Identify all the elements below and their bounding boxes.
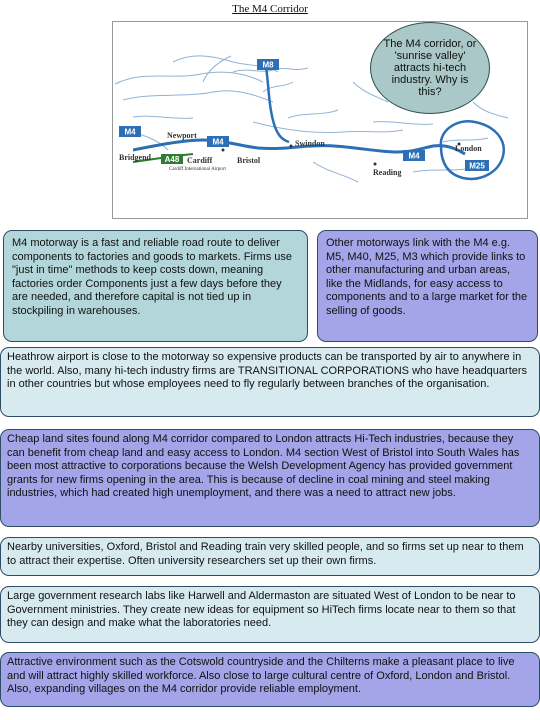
cheap-land-paragraph: Cheap land sites found along M4 corridor compared to London attracts Hi-Tech industries, because they can benefit from cheap land and easy access to London. M4 section West of Bristol into South Wales has been most attractive to corporations because the Welsh Development Agency has provided government grants for new firms opening in the area. This is because of decline in coal mining and steel making industries, which had created high unemployment, and there was a need to attract new jobs. <box>0 429 540 527</box>
m8-label: M8 <box>262 60 274 70</box>
m25-label: M25 <box>469 161 485 171</box>
road-shield-m8 <box>257 59 279 70</box>
place-bridgend: Bridgend <box>119 153 152 162</box>
road-shield-m25 <box>465 160 489 171</box>
research-labs-paragraph: Large government research labs like Harwell and Aldermaston are situated West of London to be near to Government ministries. They create new ideas for equipment so HiTech firms locate near to them so that they can design and make what the laboratories need. <box>0 586 540 643</box>
road-shield-a48 <box>161 154 183 164</box>
motorway-paragraph: M4 motorway is a fast and reliable road route to deliver components to factories and goods to markets. Firms use "just in time" methods to keep costs down, meaning factories order Components just a few days before they are needed, and therefore capital is not tied up in stockpiling in warehouses. <box>3 230 308 342</box>
place-bristol: Bristol <box>237 156 261 165</box>
page-title: The M4 Corridor <box>232 3 308 15</box>
other-motorways-paragraph: Other motorways link with the M4 e.g. M5, M40, M25, M3 which provide links to other manufacturing and urban areas, like the Midlands, for easy access to components and to a large market for the selling of goods. <box>317 230 538 342</box>
road-shield-m4-mid <box>207 136 229 147</box>
question-bubble <box>370 22 490 114</box>
environment-paragraph: Attractive environment such as the Cotswold countryside and the Chilterns make a pleasant place to live and will attract highly skilled workforce. Also close to large cultural centre of Oxford, London and Bristol. Also, expanding villages on the M4 corridor provide reliable employment. <box>0 652 540 707</box>
road-shield-m4-east <box>403 150 425 161</box>
place-airport: Cardiff International Airport <box>169 167 226 172</box>
place-newport: Newport <box>167 131 197 140</box>
place-cardiff: Cardiff <box>187 156 213 165</box>
m4-west-label: M4 <box>124 127 136 137</box>
m4-mid-label: M4 <box>212 137 224 147</box>
question-bubble-text: The M4 corridor, or 'sunrise valley' attracts hi-tech industry. Why is this? <box>383 38 477 98</box>
road-shield-m4-west <box>119 126 141 137</box>
heathrow-paragraph: Heathrow airport is close to the motorway so expensive products can be transported by air to anywhere in the world. Also, many hi-tech industry firms are TRANSITIONAL CORPORATIONS who have headquarters in other countries but whose employees need to fly regularly between branches of the organisation. <box>0 347 540 417</box>
universities-paragraph: Nearby universities, Oxford, Bristol and Reading train very skilled people, and so firms set up near to them to attract their expertise. Often university researchers set up their own firms. <box>0 537 540 576</box>
place-london: London <box>455 144 482 153</box>
place-swindon: Swindon <box>295 139 325 148</box>
m8-road <box>265 60 289 142</box>
place-reading: Reading <box>373 168 402 177</box>
m4-east-label: M4 <box>408 151 420 161</box>
a48-label: A48 <box>164 155 180 164</box>
